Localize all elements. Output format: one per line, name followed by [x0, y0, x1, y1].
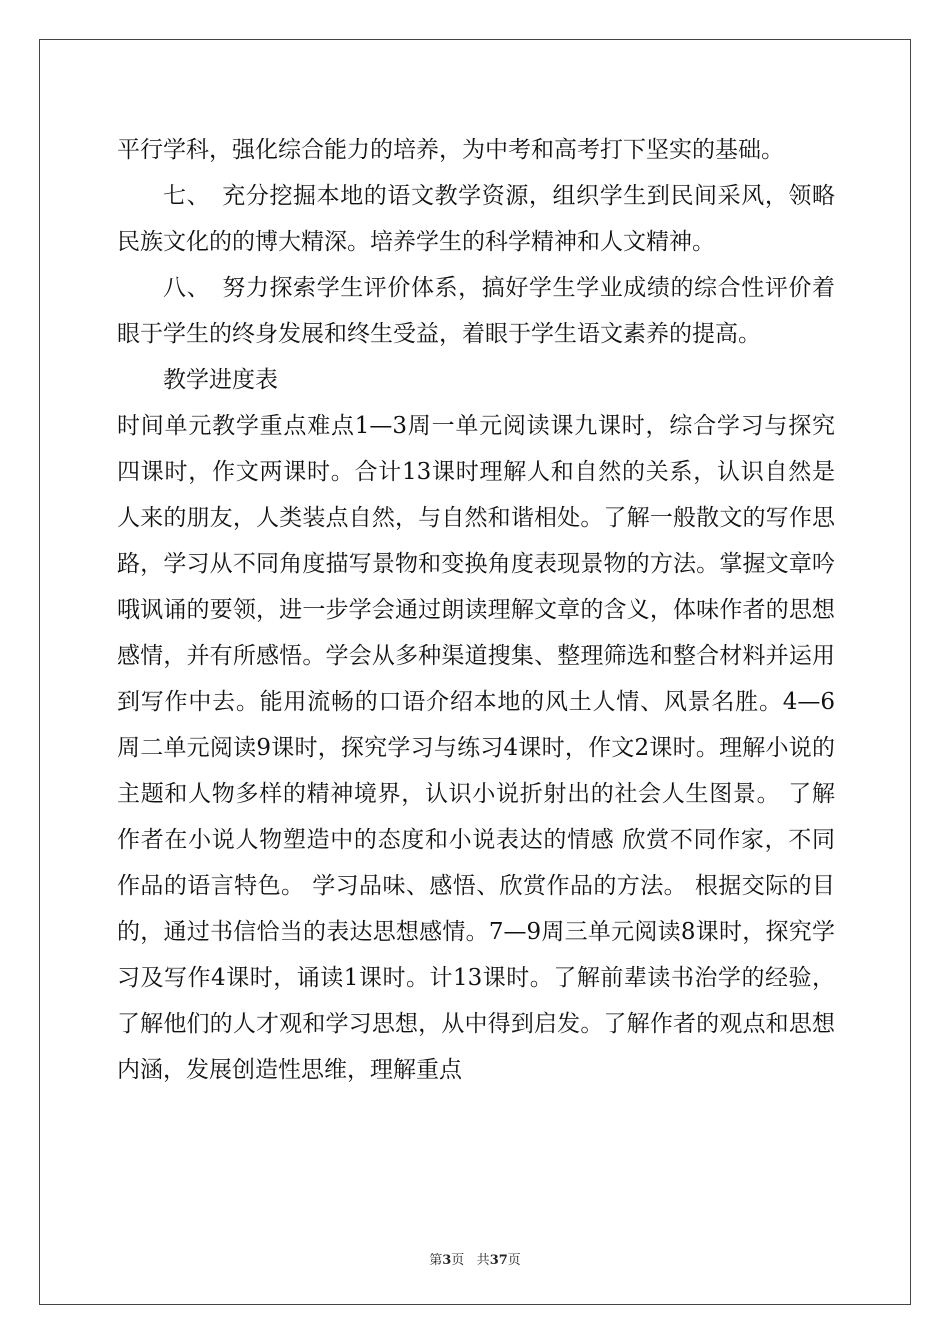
- footer-page-suffix: 页: [451, 1253, 465, 1268]
- page-number: 3: [442, 1253, 452, 1268]
- footer-total-suffix: 页: [507, 1253, 521, 1268]
- paragraph-1: 平行学科，强化综合能力的培养，为中考和高考打下坚实的基础。: [117, 137, 784, 163]
- footer-prefix: 第: [429, 1253, 443, 1268]
- page-footer: [0, 1249, 950, 1268]
- footer-total-prefix: 共: [476, 1253, 490, 1268]
- document-body: [117, 127, 835, 1093]
- paragraph-3: 八、 努力探索学生评价体系，搞好学生学业成绩的综合性评价着眼于学生的终身发展和终生受益，着眼于学生语文素养的提高。: [117, 275, 835, 347]
- paragraph-5: 时间单元教学重点难点1—3周一单元阅读课九课时，综合学习与探究四课时，作文两课时。合计13课时理解人和自然的关系，认识自然是人来的朋友，人类装点自然，与自然和谐相处。了解一般散文的写作思路，学习从不同角度描写景物和变换角度表现景物的方法。掌握文章吟哦讽诵的要领，进一步学会通过朗读理解文章的含义，体味作者的思想感情，并有所感悟。学会从多种渠道搜集、整理筛选和整合材料并运用到写作中去。能用流畅的口语介绍本地的风土人情、风景名胜。4—6周二单元阅读9课时，探究学习与练习4课时，作文2课时。理解小说的主题和人物多样的精神境界，认识小说折射出的社会人生图景。 了解作者在小说人物塑造中的态度和小说表达的情感 欣赏不同作家，不同作品的语言特色。 学习品味、感悟、欣赏作品的方法。 根据交际的目的，通过书信恰当的表达思想感情。7—9周三单元阅读8课时，探究学习及写作4课时，诵读1课时。计13课时。了解前辈读书治学的经验，了解他们的人才观和学习思想，从中得到启发。了解作者的观点和思想内涵，发展创造性思维，理解重点: [117, 413, 835, 1083]
- section-heading: 教学进度表: [163, 367, 278, 393]
- total-pages: 37: [489, 1253, 508, 1268]
- paragraph-2: 七、 充分挖掘本地的语文教学资源，组织学生到民间采风，领略民族文化的的博大精深。培养学生的科学精神和人文精神。: [117, 183, 835, 255]
